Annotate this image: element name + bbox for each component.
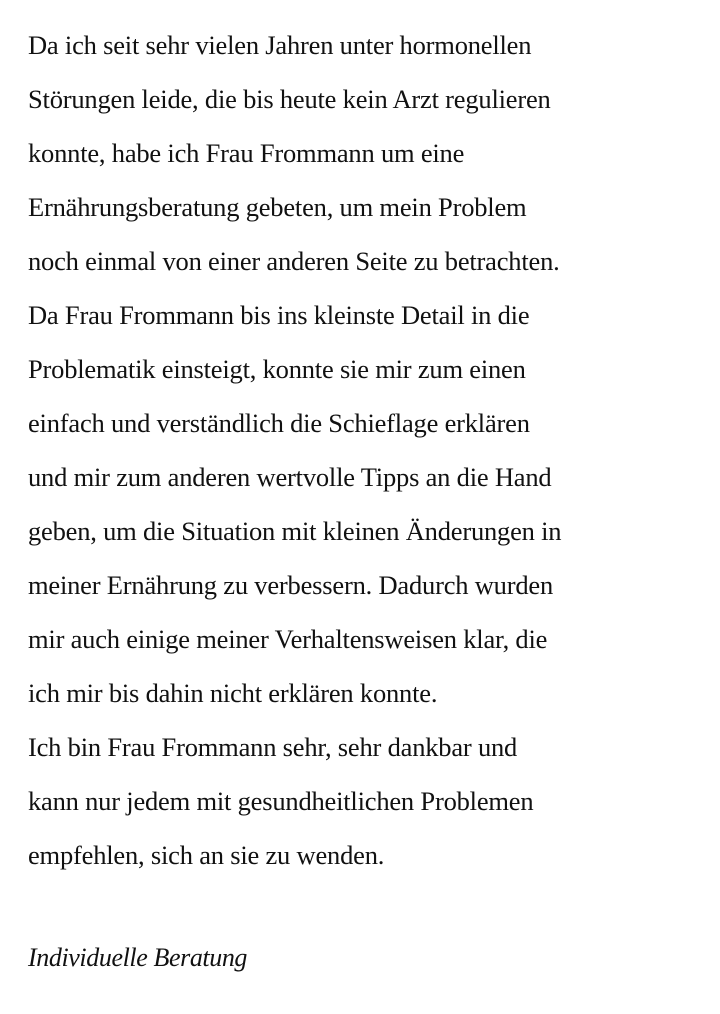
testimonial-line: Da ich seit sehr vielen Jahren unter hormonellen: [28, 30, 532, 60]
testimonial-line: und mir zum anderen wertvolle Tipps an die Hand: [28, 462, 552, 492]
testimonial-line: einfach und verständlich die Schieflage erklären: [28, 408, 530, 438]
testimonial-text: [28, 18, 708, 882]
testimonial-line: Ich bin Frau Frommann sehr, sehr dankbar und: [28, 732, 518, 762]
testimonial-line: Ernährungsberatung gebeten, um mein Problem: [28, 192, 527, 222]
testimonial-line: meiner Ernährung zu verbessern. Dadurch wurden: [28, 570, 554, 600]
testimonial-line: Da Frau Frommann bis ins kleinste Detail in die: [28, 300, 530, 330]
testimonial-line: noch einmal von einer anderen Seite zu betrachten.: [28, 246, 560, 276]
testimonial-line: kann nur jedem mit gesundheitlichen Problemen: [28, 786, 534, 816]
testimonial-caption: Individuelle Beratung: [28, 943, 248, 972]
testimonial-line: mir auch einige meiner Verhaltensweisen klar, die: [28, 624, 548, 654]
testimonial-line: empfehlen, sich an sie zu wenden.: [28, 840, 385, 870]
testimonial-line: ich mir bis dahin nicht erklären konnte.: [28, 678, 438, 708]
testimonial-line: Problematik einsteigt, konnte sie mir zum einen: [28, 354, 526, 384]
testimonial-line: Störungen leide, die bis heute kein Arzt regulieren: [28, 84, 551, 114]
testimonial-line: geben, um die Situation mit kleinen Änderungen in: [28, 516, 562, 546]
testimonial-line: konnte, habe ich Frau Frommann um eine: [28, 138, 465, 168]
